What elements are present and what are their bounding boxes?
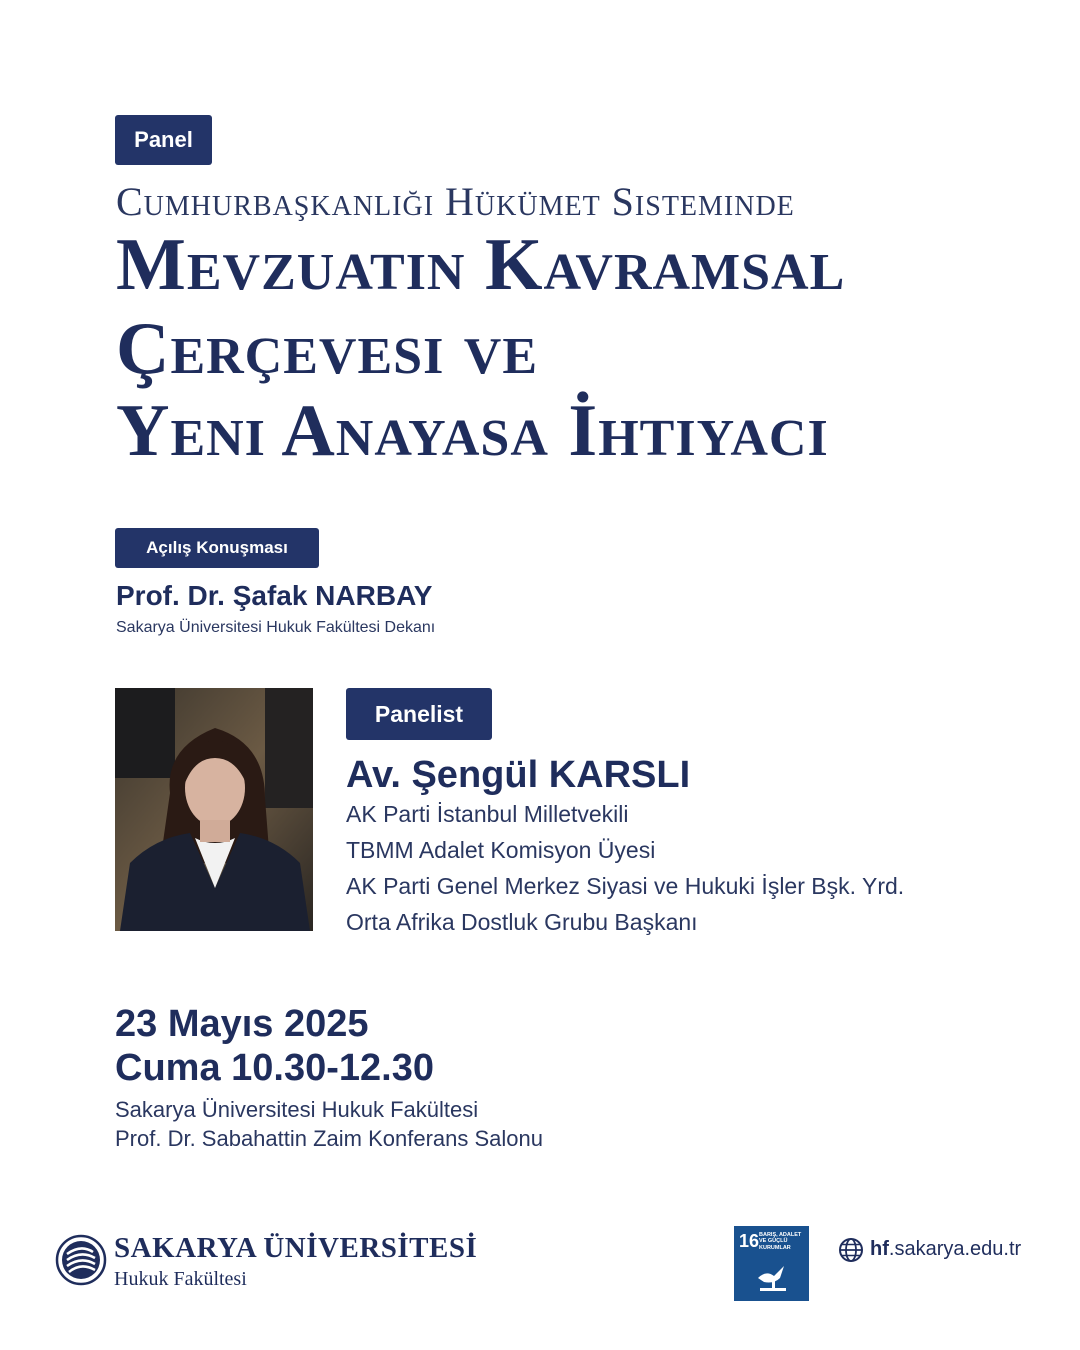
faculty-name: Hukuk Fakültesi: [114, 1268, 247, 1290]
dove-gavel-icon: [754, 1258, 792, 1296]
globe-icon: [838, 1237, 864, 1263]
event-time: Cuma 10.30-12.30: [115, 1047, 434, 1089]
opening-speaker-title: Sakarya Üniversitesi Hukuk Fakültesi Dekanı: [116, 619, 436, 636]
event-subtitle: Cumhurbaşkanlığı Hükümet Sisteminde: [116, 179, 795, 224]
sdg-text: BARIŞ, ADALET VE GÜÇLÜ KURUMLAR: [759, 1232, 802, 1251]
panel-badge: Panel: [115, 115, 212, 165]
event-title-line: Mevzuatın Kavramsal: [116, 224, 846, 306]
opening-speech-badge: Açılış Konuşması: [115, 528, 319, 568]
sdg-16-badge: [734, 1226, 809, 1301]
panelist-role: TBMM Adalet Komisyon Üyesi: [346, 837, 656, 863]
panelist-badge: Panelist: [346, 688, 492, 740]
website-link-bold: hf: [870, 1238, 889, 1260]
opening-speaker-name: Prof. Dr. Şafak NARBAY: [116, 580, 433, 611]
university-logo-icon: [55, 1234, 107, 1286]
panelist-role: AK Parti İstanbul Milletvekili: [346, 801, 629, 827]
website-link-rest: .sakarya.edu.tr: [888, 1238, 1022, 1260]
panelist-role: AK Parti Genel Merkez Siyasi ve Hukuki İşler Bşk. Yrd.: [346, 873, 905, 899]
event-title-line: Yeni Anayasa İhtiyacı: [116, 390, 829, 472]
panelist-photo: [115, 688, 313, 931]
event-venue-line: Prof. Dr. Sabahattin Zaim Konferans Salonu: [115, 1126, 544, 1151]
website-link[interactable]: [870, 1238, 1021, 1261]
university-name: SAKARYA ÜNİVERSİTESİ: [114, 1232, 478, 1264]
sdg-number: 16: [739, 1231, 760, 1251]
panelist-role: Orta Afrika Dostluk Grubu Başkanı: [346, 909, 698, 935]
event-date: 23 Mayıs 2025: [115, 1003, 369, 1045]
panelist-name: Av. Şengül KARSLI: [346, 754, 691, 796]
event-venue-line: Sakarya Üniversitesi Hukuk Fakültesi: [115, 1097, 479, 1122]
event-title-line: Çerçevesi ve: [116, 308, 539, 390]
